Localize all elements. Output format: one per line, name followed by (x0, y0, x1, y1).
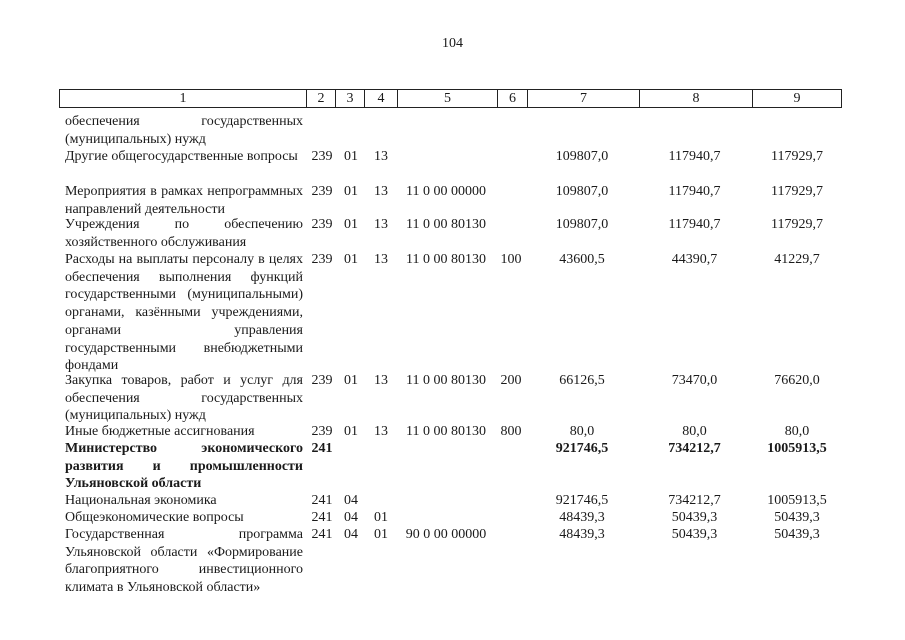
row-value-7: 66126,5 (559, 373, 605, 388)
row-value-8: 117940,7 (668, 149, 721, 164)
row-code-3: 01 (344, 149, 358, 164)
header-col-6: 6 (497, 90, 527, 107)
row-value-8: 80,0 (682, 424, 707, 439)
row-code-2: 239 (311, 149, 333, 164)
row-code-6: 200 (500, 373, 522, 388)
row-code-2: 241 (311, 493, 333, 508)
row-value-9: 117929,7 (771, 149, 823, 164)
row-code-2: 239 (311, 184, 333, 199)
row-name: Учреждения по обеспечению хозяйственного обслуживания (65, 217, 303, 250)
row-value-8: 734212,7 (668, 493, 721, 508)
row-name: Государственная программа Ульяновской области «Формирование благоприятного инвестиционного климата в Ульяновской области» (65, 527, 303, 596)
row-code-2: 241 (311, 510, 333, 525)
row-value-8: 73470,0 (671, 373, 718, 388)
row-code-4: 13 (374, 217, 388, 232)
page-number: 104 (442, 36, 463, 51)
row-code-5: 11 0 00 80130 (406, 252, 486, 267)
row-value-9: 117929,7 (771, 217, 823, 232)
row-value-8: 44390,7 (671, 252, 718, 267)
row-code-2: 241 (311, 527, 333, 542)
row-code-4: 13 (374, 149, 388, 164)
row-code-4: 01 (374, 510, 388, 525)
table-header (59, 89, 842, 108)
row-name: Общеэкономические вопросы (65, 510, 244, 525)
row-code-3: 04 (344, 510, 358, 525)
header-col-7: 7 (527, 90, 639, 107)
row-value-7: 109807,0 (555, 217, 609, 232)
row-name: Расходы на выплаты персоналу в целях обеспечения выполнения функций государственными (муниципальными) органами, казёнными учреждениями, органами управления государственными внебюджетными фондами (65, 252, 303, 374)
header-col-2: 2 (306, 90, 335, 107)
row-value-8: 117940,7 (668, 217, 721, 232)
row-value-7: 109807,0 (555, 184, 609, 199)
row-value-9: 1005913,5 (767, 441, 827, 456)
row-value-9: 1005913,5 (767, 493, 827, 508)
row-value-7: 921746,5 (555, 493, 609, 508)
row-name: обеспечения государственных (муниципальных) нужд (65, 114, 303, 147)
header-col-5: 5 (397, 90, 497, 107)
row-value-7: 43600,5 (559, 252, 605, 267)
row-name: Национальная экономика (65, 493, 217, 508)
row-name: Другие общегосударственные вопросы (65, 149, 298, 164)
row-code-3: 01 (344, 373, 358, 388)
row-code-3: 01 (344, 217, 358, 232)
row-code-2: 239 (311, 252, 333, 267)
row-code-4: 13 (374, 424, 388, 439)
row-code-3: 01 (344, 252, 358, 267)
row-value-8: 50439,3 (671, 527, 718, 542)
row-value-7: 80,0 (569, 424, 595, 439)
row-code-2: 239 (311, 217, 333, 232)
row-code-3: 01 (344, 184, 358, 199)
row-code-3: 01 (344, 424, 358, 439)
row-code-4: 13 (374, 373, 388, 388)
header-col-9: 9 (752, 90, 841, 107)
header-col-4: 4 (364, 90, 397, 107)
row-value-8: 50439,3 (671, 510, 718, 525)
row-name: Министерство экономического развития и промышленности Ульяновской области (65, 441, 303, 492)
row-value-9: 50439,3 (774, 527, 820, 542)
row-value-7: 48439,3 (559, 527, 605, 542)
row-code-4: 01 (374, 527, 388, 542)
row-code-6: 800 (500, 424, 522, 439)
row-value-9: 117929,7 (771, 184, 823, 199)
row-value-9: 50439,3 (774, 510, 820, 525)
header-col-3: 3 (335, 90, 364, 107)
row-code-2: 239 (311, 373, 333, 388)
row-value-9: 41229,7 (774, 252, 820, 267)
row-code-5: 11 0 00 80130 (406, 373, 486, 388)
row-value-7: 921746,5 (555, 441, 609, 456)
row-code-3: 04 (344, 527, 358, 542)
row-code-4: 13 (374, 252, 388, 267)
header-col-1: 1 (179, 91, 187, 106)
row-value-9: 80,0 (784, 424, 810, 439)
row-code-5: 11 0 00 80130 (406, 217, 486, 232)
row-code-2: 241 (311, 441, 333, 456)
row-name: Закупка товаров, работ и услуг для обеспечения государственных (муниципальных) нужд (65, 373, 303, 424)
row-code-5: 11 0 00 80130 (406, 424, 486, 439)
row-code-5: 90 0 00 00000 (405, 527, 487, 542)
row-value-8: 117940,7 (668, 184, 721, 199)
row-code-5: 11 0 00 00000 (406, 184, 486, 199)
row-value-7: 109807,0 (555, 149, 609, 164)
row-name: Иные бюджетные ассигнования (65, 424, 255, 439)
row-code-2: 239 (311, 424, 333, 439)
row-value-8: 734212,7 (668, 441, 721, 456)
row-value-7: 48439,3 (559, 510, 605, 525)
header-col-8: 8 (639, 90, 752, 107)
row-code-3: 04 (344, 493, 358, 508)
row-value-9: 76620,0 (774, 373, 820, 388)
row-name: Мероприятия в рамках непрограммных направлений деятельности (65, 184, 303, 217)
row-code-4: 13 (374, 184, 388, 199)
row-code-6: 100 (500, 252, 522, 267)
